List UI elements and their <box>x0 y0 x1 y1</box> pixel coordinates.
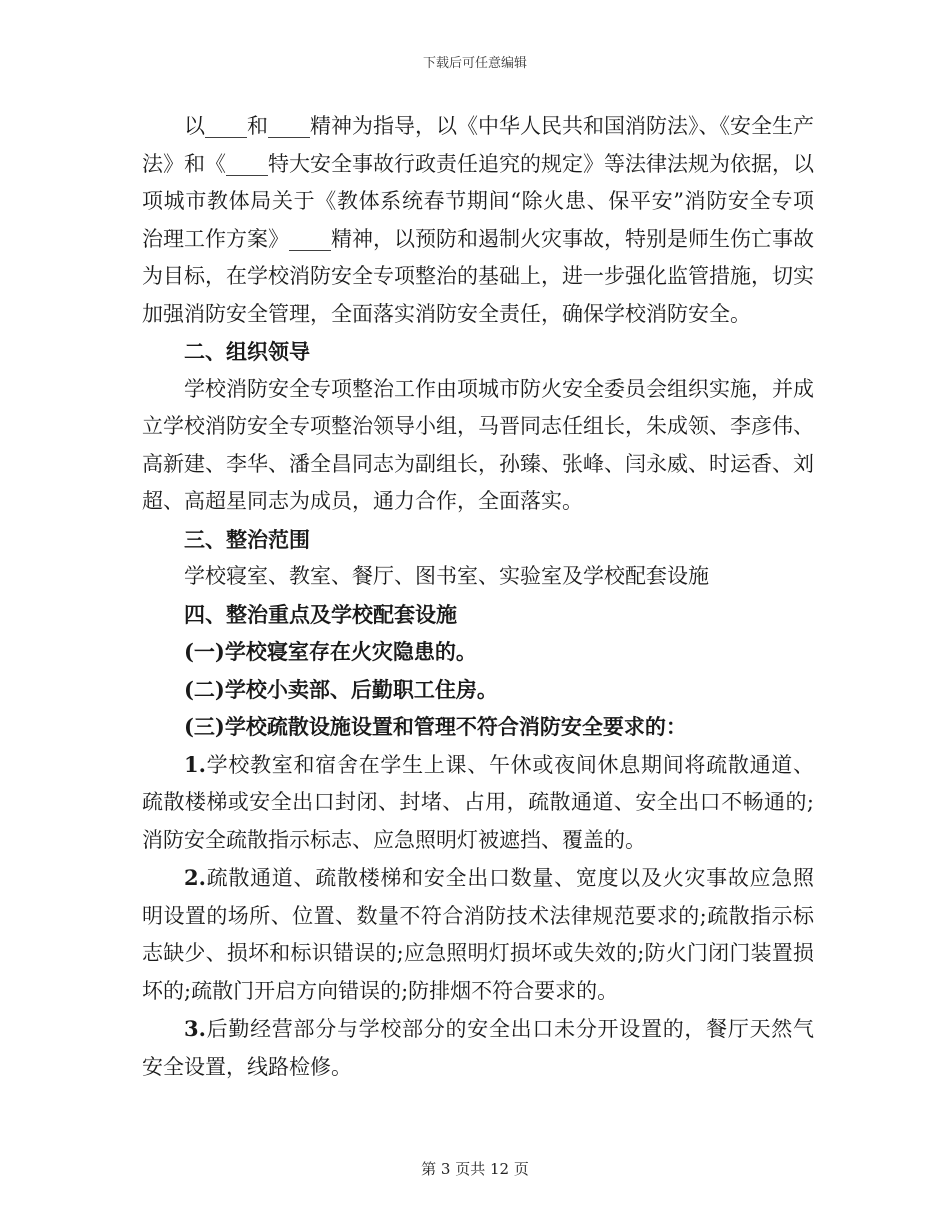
paragraph-guiding-principles: 以____和____精神为指导，以《中华人民共和国消防法》、《安全生产法》和《____特大安全事故行政责任追究的规定》等法律法规为依据，以项城市教体局关于《教体系统春节期间“除火患、保平安”消防安全专项治理工作方案》____精神，以预防和遏制火灾事故，特别是师生伤亡事故为目标，在学校消防安全专项整治的基础上，进一步强化监管措施，切实加强消防安全管理，全面落实消防安全责任，确保学校消防安全。 <box>142 114 814 326</box>
page-footer: 第 3 页共 12 页 <box>421 1160 529 1178</box>
list-item-1 <box>142 746 814 860</box>
list-item-2-text: 疏散通道、疏散楼梯和安全出口数量、宽度以及火灾事故应急照明设置的场所、位置、数量不符合消防技术法律规范要求的;疏散指示标志缺少、损坏和标识错误的;应急照明灯损坏或失效的;防火门闭门装置损坏的;疏散门开启方向错误的;防排烟不符合要求的。 <box>142 866 814 1003</box>
page-header: 下载后可任意编辑 <box>422 56 527 71</box>
list-item-2-number: 2. <box>184 865 206 890</box>
list-item-2 <box>142 859 814 1010</box>
list-item-3-text: 后勤经营部分与学校部分的安全出口未分开设置的，餐厅天然气安全设置，线路检修。 <box>142 1017 814 1079</box>
document-body <box>142 108 814 1086</box>
list-item-1-number: 1. <box>184 751 206 777</box>
paragraph-organization: 学校消防安全专项整治工作由项城市防火安全委员会组织实施，并成立学校消防安全专项整治领导小组，马晋同志任组长，朱成领、李彦伟、高新建、李华、潘全昌同志为副组长，孙臻、张峰、闫永威、时运香、刘超、高超星同志为成员，通力合作，全面落实。 <box>142 376 814 513</box>
list-item-3-number: 3. <box>184 1016 206 1041</box>
subheading-evacuation: (三)学校疏散设施设置和管理不符合消防安全要求的： <box>184 714 687 739</box>
section-heading-focus: 四、整治重点及学校配套设施 <box>184 601 457 627</box>
section-heading-scope: 三、整治范围 <box>184 526 310 552</box>
list-item-3 <box>142 1010 814 1086</box>
subheading-shop: (二)学校小卖部、后勤职工住房。 <box>184 676 498 702</box>
section-heading-organization: 二、组织领导 <box>184 339 310 364</box>
paragraph-scope: 学校寝室、教室、餐厅、图书室、实验室及学校配套设施 <box>184 564 709 588</box>
subheading-dormitory: (一)学校寝室存在火灾隐患的。 <box>184 639 477 664</box>
list-item-1-text: 学校教室和宿舍在学生上课、午休或夜间休息期间将疏散通道、疏散楼梯或安全出口封闭、封堵、占用，疏散通道、安全出口不畅通的;消防安全疏散指示标志、应急照明灯被遮挡、覆盖的。 <box>142 752 814 852</box>
